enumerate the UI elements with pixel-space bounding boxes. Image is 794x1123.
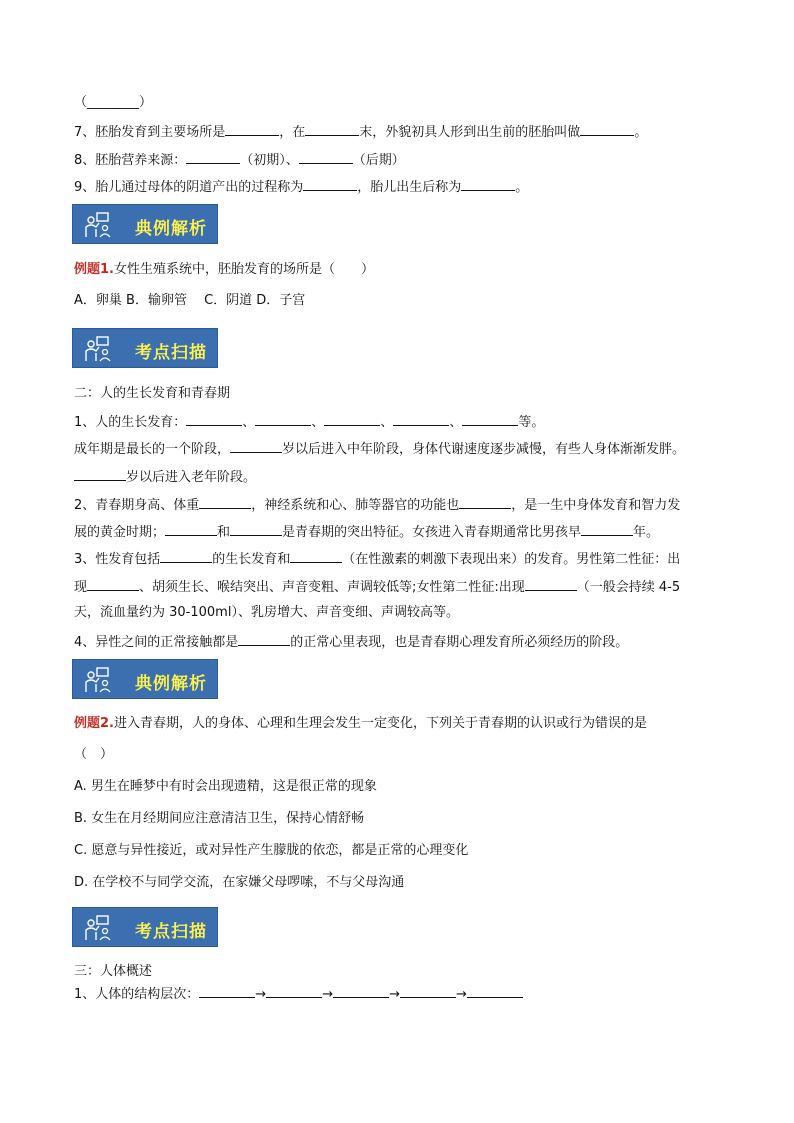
q7-text-a: 7、胚胎发育到主要场所是 bbox=[74, 125, 226, 140]
example-2-option-b: B. 女生在月经期间应注意清洁卫生，保持心情舒畅 bbox=[74, 811, 365, 826]
scan-banner bbox=[72, 907, 218, 947]
example-banner bbox=[72, 659, 218, 699]
text: 是青春期的突出特征。女孩进入青春期通常比男孩早 bbox=[282, 525, 582, 540]
q7-text-b: ，在 bbox=[279, 125, 306, 140]
answer-blank[interactable] bbox=[580, 122, 634, 136]
banner-title: 典例解析 bbox=[135, 674, 207, 694]
q8-text-c: （后期） bbox=[352, 153, 405, 168]
scan-banner bbox=[72, 328, 218, 368]
s3-line-1 bbox=[74, 984, 523, 1004]
text: ，神经系统和心、肺等器官的功能也 bbox=[251, 498, 460, 513]
answer-blank[interactable] bbox=[165, 522, 217, 536]
s2-line-4 bbox=[74, 495, 680, 515]
q8-text-a: 8、胚胎营养来源： bbox=[74, 153, 187, 168]
text: 、 bbox=[380, 415, 394, 430]
answer-blank[interactable] bbox=[238, 632, 290, 646]
question-8 bbox=[74, 150, 405, 170]
teacher-icon bbox=[83, 914, 113, 942]
text: 、 bbox=[449, 415, 463, 430]
s2-line-8: 天，流血量约为 30-100ml）、乳房增大、声音变细、声调较高等。 bbox=[74, 605, 459, 620]
text: 、 bbox=[242, 415, 256, 430]
answer-blank[interactable] bbox=[186, 412, 242, 426]
answer-blank[interactable] bbox=[186, 150, 240, 164]
q9-text-b: ，胎儿出生后称为 bbox=[357, 180, 462, 195]
text: 1、人体的结构层次： bbox=[74, 987, 200, 1002]
text: 、 bbox=[311, 415, 325, 430]
answer-blank[interactable] bbox=[266, 984, 322, 998]
example-2-question bbox=[74, 715, 647, 733]
example-label: 例题1. bbox=[74, 262, 114, 277]
s2-line-6 bbox=[74, 549, 680, 569]
answer-blank[interactable] bbox=[199, 495, 251, 509]
example-1-question bbox=[74, 261, 374, 279]
q9-text-a: 9、胎儿通过母体的阴道产出的过程称为 bbox=[74, 180, 304, 195]
text: 1、人的生长发育： bbox=[74, 415, 187, 430]
text: （一般会持续 4-5 bbox=[576, 580, 681, 595]
section-3-heading: 三：人体概述 bbox=[74, 964, 153, 979]
arrow-icon: → bbox=[255, 987, 267, 1002]
answer-blank[interactable] bbox=[525, 577, 577, 591]
q7-text-d: 。 bbox=[634, 125, 648, 140]
example-2-option-a: A. 男生在睡梦中有时会出现遗精，这是很正常的现象 bbox=[74, 779, 377, 794]
answer-blank[interactable] bbox=[305, 122, 359, 136]
s2-line-2 bbox=[74, 439, 685, 459]
s2-line-7 bbox=[74, 577, 680, 597]
text: 展的黄金时期； bbox=[74, 525, 166, 540]
text: 2、青春期身高、体重 bbox=[74, 498, 200, 513]
answer-blank[interactable] bbox=[459, 495, 511, 509]
answer-blank[interactable] bbox=[393, 412, 449, 426]
text: 的生长发育和 bbox=[212, 552, 291, 567]
example-text: 女性生殖系统中，胚胎发育的场所是（ ） bbox=[113, 262, 374, 277]
example-1-options: A．卵巢 B．输卵管 C．阴道 D．子宫 bbox=[74, 293, 306, 308]
s2-line-3 bbox=[74, 467, 256, 487]
section-2-heading: 二：人的生长发育和青春期 bbox=[74, 386, 231, 401]
question-7 bbox=[74, 122, 647, 142]
banner-title: 考点扫描 bbox=[135, 343, 207, 363]
arrow-icon: → bbox=[456, 987, 467, 1002]
answer-blank[interactable] bbox=[461, 177, 515, 191]
text: 现 bbox=[74, 580, 88, 595]
answer-blank[interactable] bbox=[400, 984, 456, 998]
s2-line-5 bbox=[74, 522, 659, 542]
answer-blank[interactable] bbox=[199, 984, 255, 998]
text: 岁以后进入老年阶段。 bbox=[126, 470, 257, 485]
banner-title: 典例解析 bbox=[135, 219, 207, 239]
example-2-option-d: D. 在学校不与同学交流，在家嫌父母啰嗦，不与父母沟通 bbox=[74, 875, 405, 890]
answer-blank[interactable] bbox=[160, 549, 212, 563]
answer-blank[interactable] bbox=[303, 177, 357, 191]
question-9 bbox=[74, 177, 528, 197]
teacher-icon bbox=[83, 211, 113, 239]
text: 成年期是最长的一个阶段， bbox=[74, 442, 231, 457]
text: 3、性发育包括 bbox=[74, 552, 161, 567]
answer-blank[interactable] bbox=[467, 984, 523, 998]
text: 等。 bbox=[518, 415, 545, 430]
text: 岁以后进入中年阶段，身体代谢速度逐步减慢，有些人身体渐渐发胖。 bbox=[282, 442, 686, 457]
arrow-icon: → bbox=[322, 987, 334, 1002]
q8-text-b: （初期）、 bbox=[240, 153, 299, 168]
answer-blank[interactable] bbox=[333, 984, 389, 998]
s2-line-1 bbox=[74, 412, 544, 432]
text: ，是一生中身体发育和智力发 bbox=[511, 498, 681, 513]
example-banner bbox=[72, 204, 218, 244]
answer-blank[interactable] bbox=[324, 412, 380, 426]
arrow-icon: → bbox=[389, 987, 400, 1002]
example-2-paren: （ ） bbox=[74, 747, 114, 762]
example-text: 进入青春期，人的身体、心理和生理会发生一定变化，下列关于青春期的认识或行为错误的是 bbox=[113, 716, 647, 731]
q7-text-c: 末，外貌初具人形到出生前的胚胎叫做 bbox=[359, 125, 581, 140]
text: 和 bbox=[217, 525, 231, 540]
answer-blank[interactable] bbox=[225, 122, 279, 136]
answer-blank[interactable] bbox=[290, 549, 342, 563]
open-blank: （________） bbox=[74, 95, 153, 110]
teacher-icon bbox=[83, 666, 113, 694]
answer-blank[interactable] bbox=[462, 412, 518, 426]
answer-blank[interactable] bbox=[230, 439, 282, 453]
answer-blank[interactable] bbox=[255, 412, 311, 426]
example-2-option-c: C. 愿意与异性接近，或对异性产生朦胧的依恋，都是正常的心理变化 bbox=[74, 843, 469, 858]
answer-blank[interactable] bbox=[581, 522, 633, 536]
text: 4、异性之间的正常接触都是 bbox=[74, 635, 239, 650]
teacher-icon bbox=[83, 335, 113, 363]
s2-line-9 bbox=[74, 632, 628, 652]
example-label: 例题2. bbox=[74, 716, 114, 731]
answer-blank[interactable] bbox=[230, 522, 282, 536]
answer-blank[interactable] bbox=[74, 467, 126, 481]
q9-text-c: 。 bbox=[515, 180, 529, 195]
text: 年。 bbox=[633, 525, 660, 540]
text: 的正常心里表现，也是青春期心理发育所必须经历的阶段。 bbox=[290, 635, 629, 650]
text: 、胡须生长、喉结突出、声音变粗、声调较低等;女性第二性征:出现 bbox=[139, 580, 525, 595]
answer-blank[interactable] bbox=[87, 577, 139, 591]
answer-blank[interactable] bbox=[299, 150, 353, 164]
banner-title: 考点扫描 bbox=[135, 922, 207, 942]
text: （在性激素的刺激下表现出来）的发育。男性第二性征：出 bbox=[342, 552, 681, 567]
